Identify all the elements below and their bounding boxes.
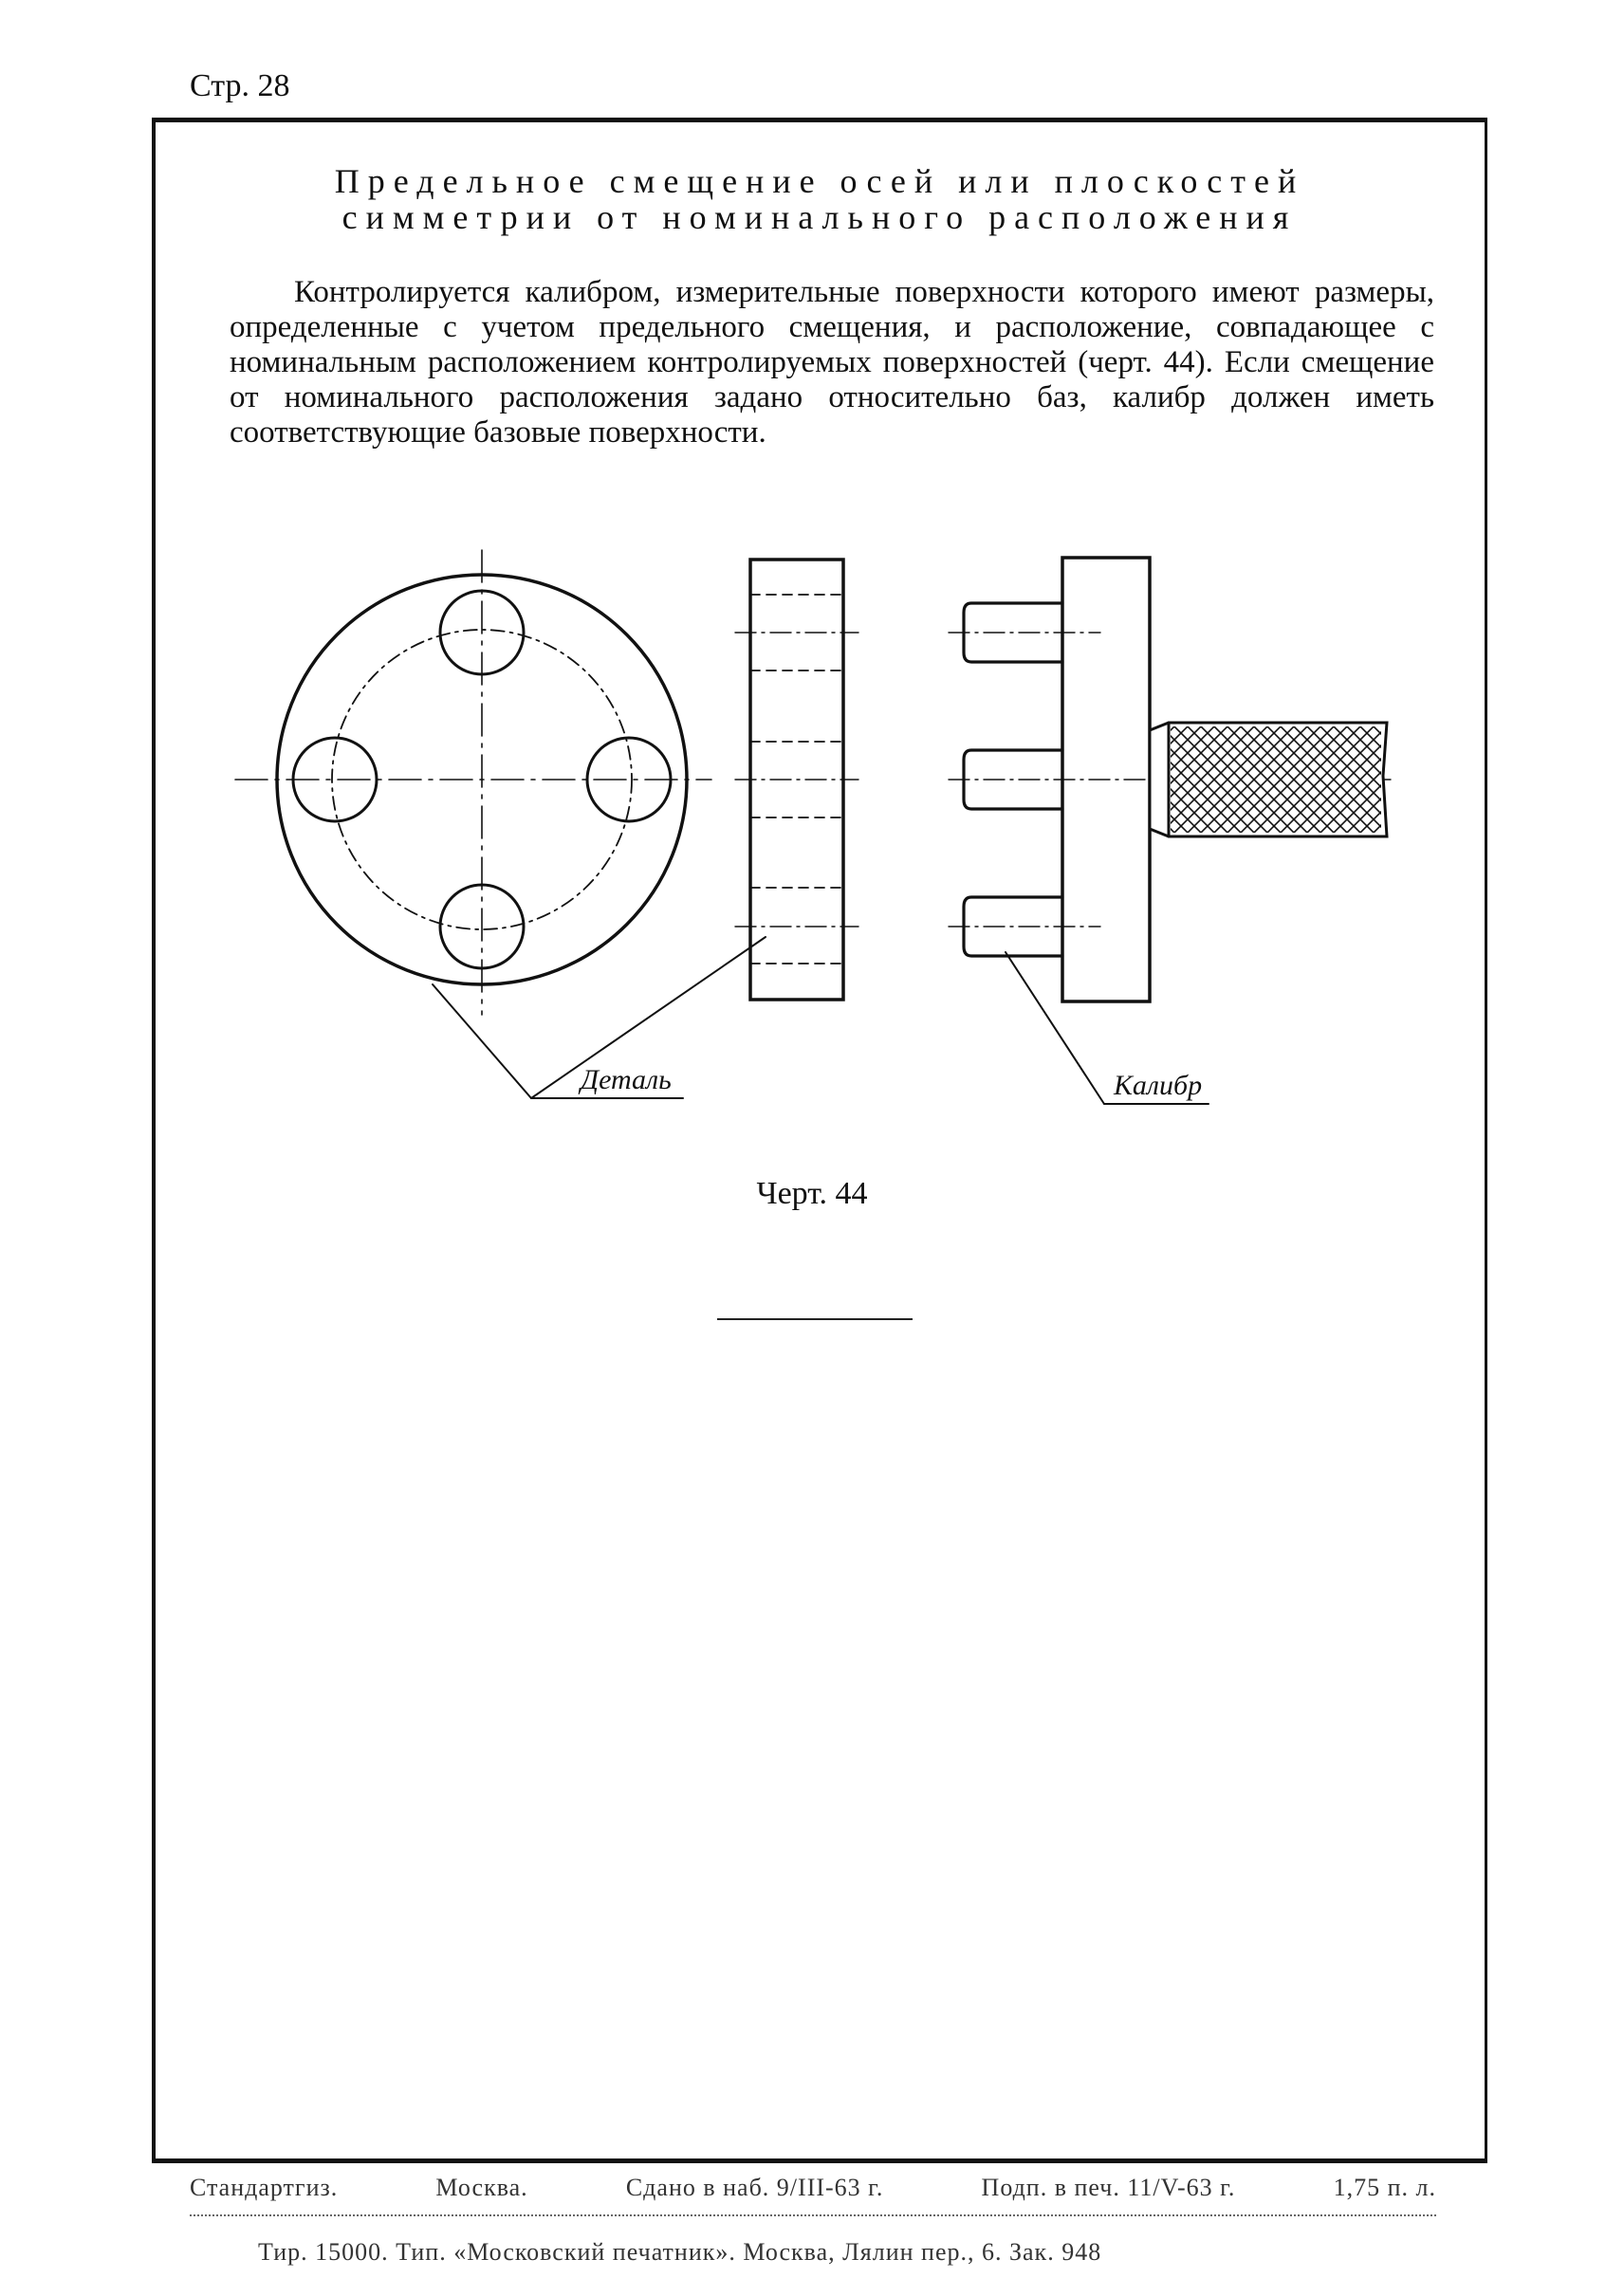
page-number: Стр. 28 (190, 68, 290, 103)
imprint-city: Москва. (435, 2174, 528, 2201)
imprint-print-date: Подп. в печ. 11/V-63 г. (981, 2174, 1236, 2201)
section-title-line-2: симметрии от номинального расположения (341, 198, 1298, 236)
imprint-line-2: Тир. 15000. Тип. «Московский печатник». Москва, Лялин пер., 6. Зак. 948 (258, 2238, 1102, 2266)
imprint-publisher: Стандартгиз. (190, 2174, 339, 2201)
label-gauge: Калибр (1114, 1070, 1203, 1101)
part-front-view (235, 550, 711, 1015)
section-paragraph-text: Контролируется калибром, измерительные поверхности которого имеют размеры, определенные с учетом предельного смещения, и расположение, совпадающее с номинальным расположением контролируемых поверхностей (черт. 44). Если смещение от номинального расположения задано относительно баз, калибр должен иметь соответствующие базовые поверхности. (230, 275, 1434, 450)
part-side-view (735, 560, 858, 1000)
frame-bottom-rule (152, 2158, 1487, 2163)
gauge-side-view (949, 558, 1394, 1001)
section-title-line-1: Предельное смещение осей или плоскостей (334, 162, 1305, 200)
imprint-divider (190, 2214, 1436, 2216)
drawing-figure-44 (218, 541, 1404, 1138)
section-title (152, 163, 1487, 235)
section-paragraph (230, 275, 1434, 450)
figure-caption: Черт. 44 (756, 1176, 868, 1211)
imprint-line-1 (190, 2174, 1436, 2202)
imprint-typeset-date: Сдано в наб. 9/III-63 г. (625, 2174, 884, 2201)
label-part: Деталь (581, 1064, 672, 1095)
imprint-sheets: 1,75 п. л. (1333, 2174, 1436, 2201)
leader-lines (433, 937, 1209, 1104)
section-end-rule (717, 1318, 913, 1320)
